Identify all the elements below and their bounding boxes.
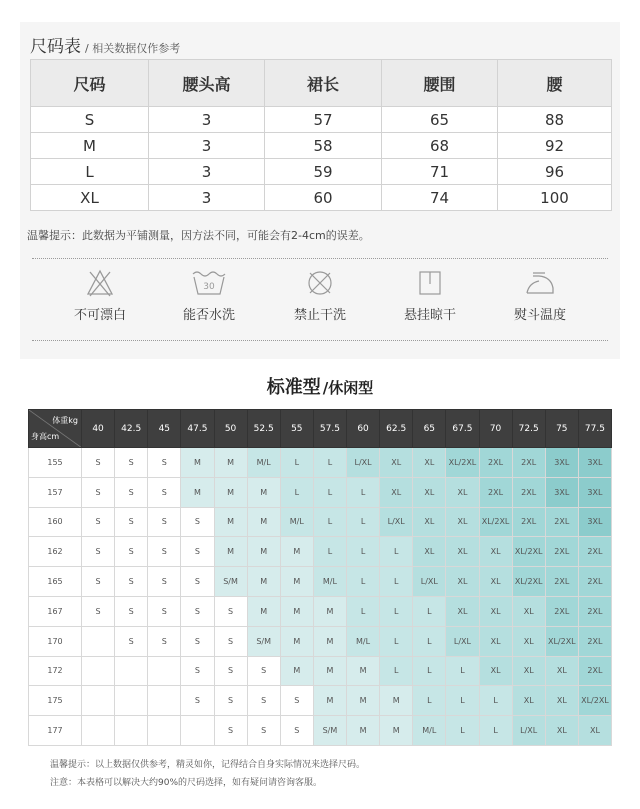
height-header: 170 bbox=[29, 626, 82, 656]
size-recommendation-cell bbox=[115, 686, 148, 716]
size-recommendation-cell: XL bbox=[446, 507, 479, 537]
weight-header: 57.5 bbox=[313, 410, 346, 448]
height-header: 172 bbox=[29, 656, 82, 686]
size-recommendation-cell: 2XL bbox=[545, 537, 578, 567]
size-recommendation-cell: M/L bbox=[247, 448, 280, 478]
size-recommendation-cell: XL bbox=[413, 507, 446, 537]
size-recommendation-cell: S bbox=[115, 507, 148, 537]
size-recommendation-cell: S bbox=[82, 507, 115, 537]
size-recommendation-cell: L bbox=[280, 448, 313, 478]
size-recommendation-cell: S bbox=[82, 537, 115, 567]
header-skirt-length: 裙长 bbox=[265, 60, 382, 107]
height-axis-label: 身高cm bbox=[31, 432, 60, 441]
size-table-subtitle: / 相关数据仅作参考 bbox=[85, 42, 181, 55]
size-recommendation-cell: L bbox=[413, 626, 446, 656]
height-row bbox=[29, 567, 612, 597]
wash-temp: 30 bbox=[203, 282, 215, 292]
size-recommendation-cell: L bbox=[313, 537, 346, 567]
size-recommendation-cell: M bbox=[313, 596, 346, 626]
size-recommendation-cell: M bbox=[347, 686, 380, 716]
size-recommendation-cell: S bbox=[115, 477, 148, 507]
size-recommendation-cell: L bbox=[313, 477, 346, 507]
weight-header: 60 bbox=[347, 410, 380, 448]
size-row bbox=[31, 185, 612, 211]
size-recommendation-cell: XL bbox=[545, 716, 578, 746]
size-recommendation-cell: L/XL bbox=[347, 448, 380, 478]
size-recommendation-cell: M bbox=[313, 686, 346, 716]
height-header: 160 bbox=[29, 507, 82, 537]
size-recommendation-cell: S bbox=[115, 626, 148, 656]
size-recommendation-cell: S bbox=[148, 477, 181, 507]
size-recommendation-cell bbox=[181, 716, 214, 746]
size-recommendation-cell: S bbox=[280, 686, 313, 716]
height-header: 155 bbox=[29, 448, 82, 478]
size-recommendation-cell: S bbox=[115, 537, 148, 567]
height-header: 175 bbox=[29, 686, 82, 716]
size-recommendation-cell: S bbox=[214, 596, 247, 626]
height-row bbox=[29, 448, 612, 478]
size-row bbox=[31, 107, 612, 133]
weight-header: 47.5 bbox=[181, 410, 214, 448]
size-recommendation-cell: XL bbox=[413, 477, 446, 507]
size-recommendation-cell: XL bbox=[479, 596, 512, 626]
size-recommendation-cell: M/L bbox=[347, 626, 380, 656]
size-cell: 96 bbox=[498, 159, 612, 185]
size-recommendation-cell: XL bbox=[413, 448, 446, 478]
size-recommendation-cell: S bbox=[214, 656, 247, 686]
care-no-bleach bbox=[50, 268, 150, 323]
size-recommendation-cell: M bbox=[280, 656, 313, 686]
size-recommendation-cell: S/M bbox=[247, 626, 280, 656]
size-recommendation-cell: S bbox=[247, 716, 280, 746]
size-recommendation-cell: XL bbox=[479, 567, 512, 597]
grid-corner bbox=[29, 410, 82, 448]
weight-header-row bbox=[29, 410, 612, 448]
height-header: 157 bbox=[29, 477, 82, 507]
weight-header: 72.5 bbox=[512, 410, 545, 448]
size-cell: 3 bbox=[149, 133, 265, 159]
size-recommendation-cell: XL/2XL bbox=[578, 686, 611, 716]
size-table-header bbox=[31, 60, 612, 107]
size-recommendation-cell: M bbox=[280, 626, 313, 656]
size-recommendation-cell: XL bbox=[479, 626, 512, 656]
care-label: 悬挂晾干 bbox=[403, 308, 456, 323]
header-size: 尺码 bbox=[31, 60, 149, 107]
care-no-dry-clean bbox=[270, 268, 370, 323]
size-recommendation-cell: S bbox=[181, 567, 214, 597]
size-recommendation-cell: L bbox=[347, 537, 380, 567]
height-row bbox=[29, 507, 612, 537]
size-recommendation-cell: M bbox=[280, 567, 313, 597]
size-recommendation-cell bbox=[82, 656, 115, 686]
size-recommendation-cell: 3XL bbox=[578, 448, 611, 478]
size-recommendation-cell: L bbox=[347, 477, 380, 507]
size-recommendation-cell: 2XL bbox=[578, 537, 611, 567]
size-recommendation-cell: XL bbox=[578, 716, 611, 746]
weight-header: 77.5 bbox=[578, 410, 611, 448]
dotted-divider bbox=[32, 258, 608, 259]
size-recommendation-cell: L bbox=[313, 507, 346, 537]
size-recommendation-cell: L bbox=[413, 686, 446, 716]
size-recommendation-cell: XL bbox=[380, 448, 413, 478]
size-recommendation-cell: S bbox=[181, 507, 214, 537]
size-recommendation-cell: 2XL bbox=[512, 507, 545, 537]
size-recommendation-cell: S bbox=[148, 567, 181, 597]
size-recommendation-cell: 3XL bbox=[578, 507, 611, 537]
size-recommendation-cell: L bbox=[446, 686, 479, 716]
size-recommendation-cell: S bbox=[82, 596, 115, 626]
size-cell: 60 bbox=[265, 185, 382, 211]
size-recommendation-cell: M bbox=[247, 477, 280, 507]
header-waistband-height: 腰头高 bbox=[149, 60, 265, 107]
size-recommendation-cell: XL bbox=[446, 596, 479, 626]
size-recommendation-cell bbox=[148, 716, 181, 746]
size-recommendation-cell: S bbox=[82, 477, 115, 507]
size-recommendation-cell: S bbox=[181, 537, 214, 567]
header-waist: 腰围 bbox=[382, 60, 498, 107]
size-recommendation-cell: 2XL bbox=[578, 567, 611, 597]
size-cell: 88 bbox=[498, 107, 612, 133]
header-hip: 腰 bbox=[498, 60, 612, 107]
size-recommendation-cell: L bbox=[479, 716, 512, 746]
size-recommendation-cell: L bbox=[446, 716, 479, 746]
height-header: 165 bbox=[29, 567, 82, 597]
size-cell: 3 bbox=[149, 107, 265, 133]
size-recommendation-cell: M bbox=[214, 448, 247, 478]
size-cell: 74 bbox=[382, 185, 498, 211]
weight-header: 70 bbox=[479, 410, 512, 448]
care-iron bbox=[490, 268, 590, 323]
size-recommendation-cell: M bbox=[181, 477, 214, 507]
size-recommendation-cell: XL bbox=[446, 477, 479, 507]
height-row bbox=[29, 686, 612, 716]
size-table-title bbox=[30, 32, 180, 57]
size-row bbox=[31, 159, 612, 185]
care-label: 禁止干洗 bbox=[293, 308, 346, 323]
size-recommendation-cell: M bbox=[347, 716, 380, 746]
size-recommendation-cell: 2XL bbox=[545, 596, 578, 626]
height-row bbox=[29, 716, 612, 746]
size-table bbox=[30, 59, 612, 211]
size-recommendation-cell: M bbox=[347, 656, 380, 686]
height-header: 177 bbox=[29, 716, 82, 746]
weight-header: 67.5 bbox=[446, 410, 479, 448]
size-cell: XL bbox=[31, 185, 149, 211]
size-recommendation-cell: M bbox=[181, 448, 214, 478]
size-recommendation-cell: XL/2XL bbox=[479, 507, 512, 537]
wash-30-icon bbox=[190, 268, 228, 298]
care-label: 熨斗温度 bbox=[513, 308, 566, 323]
weight-header: 62.5 bbox=[380, 410, 413, 448]
size-recommendation-cell: XL bbox=[512, 656, 545, 686]
size-recommendation-cell: M bbox=[313, 626, 346, 656]
size-recommendation-cell: XL bbox=[512, 596, 545, 626]
weight-header: 52.5 bbox=[247, 410, 280, 448]
size-row bbox=[31, 133, 612, 159]
size-recommendation-cell: L bbox=[479, 686, 512, 716]
size-recommendation-cell: S/M bbox=[313, 716, 346, 746]
size-recommendation-cell: XL/2XL bbox=[446, 448, 479, 478]
no-dry-clean-icon bbox=[305, 268, 335, 298]
size-recommendation-cell: XL/2XL bbox=[512, 537, 545, 567]
size-recommendation-cell: S bbox=[181, 596, 214, 626]
size-cell: 92 bbox=[498, 133, 612, 159]
size-recommendation-cell: L bbox=[347, 596, 380, 626]
size-recommendation-cell: S bbox=[148, 537, 181, 567]
size-recommendation-cell: 2XL bbox=[578, 596, 611, 626]
size-recommendation-cell: S bbox=[247, 686, 280, 716]
size-cell: S bbox=[31, 107, 149, 133]
size-recommendation-cell: 2XL bbox=[545, 567, 578, 597]
size-cell: 59 bbox=[265, 159, 382, 185]
size-recommendation-cell: L bbox=[313, 448, 346, 478]
height-row bbox=[29, 656, 612, 686]
size-recommendation-cell: M bbox=[214, 507, 247, 537]
size-recommendation-cell: M bbox=[247, 596, 280, 626]
size-recommendation-cell bbox=[82, 716, 115, 746]
size-cell: M bbox=[31, 133, 149, 159]
care-wash bbox=[159, 268, 259, 323]
size-recommendation-cell: XL bbox=[545, 686, 578, 716]
size-cell: 3 bbox=[149, 159, 265, 185]
size-recommendation-cell: L bbox=[380, 537, 413, 567]
size-recommendation-cell: 2XL bbox=[479, 477, 512, 507]
size-recommendation-cell: XL/2XL bbox=[545, 626, 578, 656]
size-chart-panel bbox=[20, 22, 620, 359]
size-recommendation-cell: S bbox=[148, 596, 181, 626]
size-recommendation-cell: S bbox=[214, 626, 247, 656]
size-cell: 68 bbox=[382, 133, 498, 159]
size-recommendation-cell: M bbox=[380, 686, 413, 716]
size-recommendation-cell: S/M bbox=[214, 567, 247, 597]
weight-header: 75 bbox=[545, 410, 578, 448]
size-recommendation-cell: S bbox=[115, 448, 148, 478]
size-recommendation-cell bbox=[148, 656, 181, 686]
size-table-title-text: 尺码表 bbox=[30, 37, 81, 57]
size-recommendation-cell: XL bbox=[413, 537, 446, 567]
size-recommendation-cell bbox=[115, 716, 148, 746]
size-recommendation-cell: 2XL bbox=[512, 477, 545, 507]
size-recommendation-cell: XL bbox=[512, 686, 545, 716]
size-recommendation-cell: M bbox=[380, 716, 413, 746]
size-cell: 100 bbox=[498, 185, 612, 211]
reference-note: 温馨提示：以上数据仅供参考，精灵如你，记得结合自身实际情况来选择尺码。 bbox=[50, 760, 366, 770]
weight-header: 42.5 bbox=[115, 410, 148, 448]
size-recommendation-grid bbox=[28, 409, 612, 746]
size-recommendation-cell: M bbox=[280, 596, 313, 626]
care-label: 能否水洗 bbox=[182, 308, 235, 323]
size-recommendation-cell: XL bbox=[446, 537, 479, 567]
height-row bbox=[29, 537, 612, 567]
size-recommendation-cell: S bbox=[214, 686, 247, 716]
size-recommendation-cell: M bbox=[280, 537, 313, 567]
height-header: 167 bbox=[29, 596, 82, 626]
size-recommendation-cell bbox=[148, 686, 181, 716]
size-recommendation-cell: M bbox=[313, 656, 346, 686]
size-recommendation-cell: XL bbox=[479, 537, 512, 567]
size-recommendation-cell bbox=[82, 686, 115, 716]
care-label: 不可漂白 bbox=[73, 308, 126, 323]
size-cell: 3 bbox=[149, 185, 265, 211]
size-recommendation-cell: XL bbox=[545, 656, 578, 686]
size-recommendation-cell: XL bbox=[512, 626, 545, 656]
weight-axis-label: 体重kg bbox=[52, 416, 78, 425]
size-recommendation-cell: S bbox=[82, 567, 115, 597]
size-cell: 57 bbox=[265, 107, 382, 133]
size-guide-title-sub: /休闲型 bbox=[322, 379, 374, 397]
size-recommendation-cell: L bbox=[280, 477, 313, 507]
size-cell: 58 bbox=[265, 133, 382, 159]
size-recommendation-cell: L bbox=[347, 567, 380, 597]
size-recommendation-cell: 3XL bbox=[545, 477, 578, 507]
size-guide-title-main: 标准型 bbox=[266, 377, 321, 398]
size-recommendation-cell: XL bbox=[380, 477, 413, 507]
size-recommendation-cell: XL bbox=[479, 656, 512, 686]
size-recommendation-cell: L bbox=[446, 656, 479, 686]
size-recommendation-cell: M bbox=[247, 507, 280, 537]
size-recommendation-cell: L/XL bbox=[446, 626, 479, 656]
size-recommendation-cell: L bbox=[413, 596, 446, 626]
size-recommendation-cell: 2XL bbox=[578, 656, 611, 686]
size-recommendation-cell: S bbox=[115, 567, 148, 597]
size-recommendation-cell: L bbox=[347, 507, 380, 537]
size-recommendation-cell: S bbox=[280, 716, 313, 746]
care-hang-dry bbox=[380, 268, 480, 323]
hang-dry-icon bbox=[415, 268, 445, 298]
size-recommendation-cell: S bbox=[247, 656, 280, 686]
size-recommendation-cell: L/XL bbox=[380, 507, 413, 537]
size-recommendation-cell: S bbox=[181, 656, 214, 686]
weight-header: 40 bbox=[82, 410, 115, 448]
size-recommendation-cell: M/L bbox=[313, 567, 346, 597]
size-recommendation-cell: S bbox=[148, 448, 181, 478]
size-recommendation-cell: L bbox=[380, 626, 413, 656]
size-recommendation-cell: 2XL bbox=[479, 448, 512, 478]
no-bleach-icon bbox=[85, 268, 115, 298]
height-row bbox=[29, 626, 612, 656]
size-recommendation-cell: L/XL bbox=[512, 716, 545, 746]
size-recommendation-cell: S bbox=[181, 686, 214, 716]
size-recommendation-cell: 2XL bbox=[545, 507, 578, 537]
size-recommendation-cell: S bbox=[214, 716, 247, 746]
dotted-divider bbox=[32, 340, 608, 341]
height-row bbox=[29, 596, 612, 626]
weight-header: 65 bbox=[413, 410, 446, 448]
size-recommendation-cell: L bbox=[413, 656, 446, 686]
size-recommendation-cell bbox=[115, 656, 148, 686]
height-header: 162 bbox=[29, 537, 82, 567]
size-recommendation-cell: M/L bbox=[280, 507, 313, 537]
size-recommendation-cell: XL/2XL bbox=[512, 567, 545, 597]
size-recommendation-cell: M bbox=[214, 537, 247, 567]
size-guide-title bbox=[0, 373, 640, 399]
weight-header: 45 bbox=[148, 410, 181, 448]
size-recommendation-cell: M bbox=[214, 477, 247, 507]
size-recommendation-cell: L bbox=[380, 596, 413, 626]
weight-header: 55 bbox=[280, 410, 313, 448]
size-recommendation-cell: M bbox=[247, 567, 280, 597]
weight-header: 50 bbox=[214, 410, 247, 448]
size-recommendation-cell: L/XL bbox=[413, 567, 446, 597]
size-recommendation-cell: 2XL bbox=[578, 626, 611, 656]
size-recommendation-cell: S bbox=[148, 507, 181, 537]
size-recommendation-cell: S bbox=[82, 448, 115, 478]
size-recommendation-cell: M/L bbox=[413, 716, 446, 746]
size-cell: 71 bbox=[382, 159, 498, 185]
size-recommendation-cell: S bbox=[181, 626, 214, 656]
height-row bbox=[29, 477, 612, 507]
size-recommendation-cell: XL bbox=[446, 567, 479, 597]
iron-icon bbox=[523, 268, 557, 298]
size-recommendation-cell: 2XL bbox=[512, 448, 545, 478]
size-recommendation-cell: L bbox=[380, 656, 413, 686]
size-recommendation-cell: M bbox=[247, 537, 280, 567]
attention-note: 注意：本表格可以解决大约90%的尺码选择，如有疑问请咨询客服。 bbox=[50, 778, 323, 788]
size-recommendation-cell: 3XL bbox=[578, 477, 611, 507]
size-recommendation-cell bbox=[82, 626, 115, 656]
size-recommendation-cell: S bbox=[148, 626, 181, 656]
size-cell: 65 bbox=[382, 107, 498, 133]
measurement-tip: 温馨提示：此数据为平铺测量，因方法不同，可能会有2-4cm的误差。 bbox=[27, 229, 370, 242]
size-cell: L bbox=[31, 159, 149, 185]
size-recommendation-cell: L bbox=[380, 567, 413, 597]
size-recommendation-cell: 3XL bbox=[545, 448, 578, 478]
size-recommendation-cell: S bbox=[115, 596, 148, 626]
